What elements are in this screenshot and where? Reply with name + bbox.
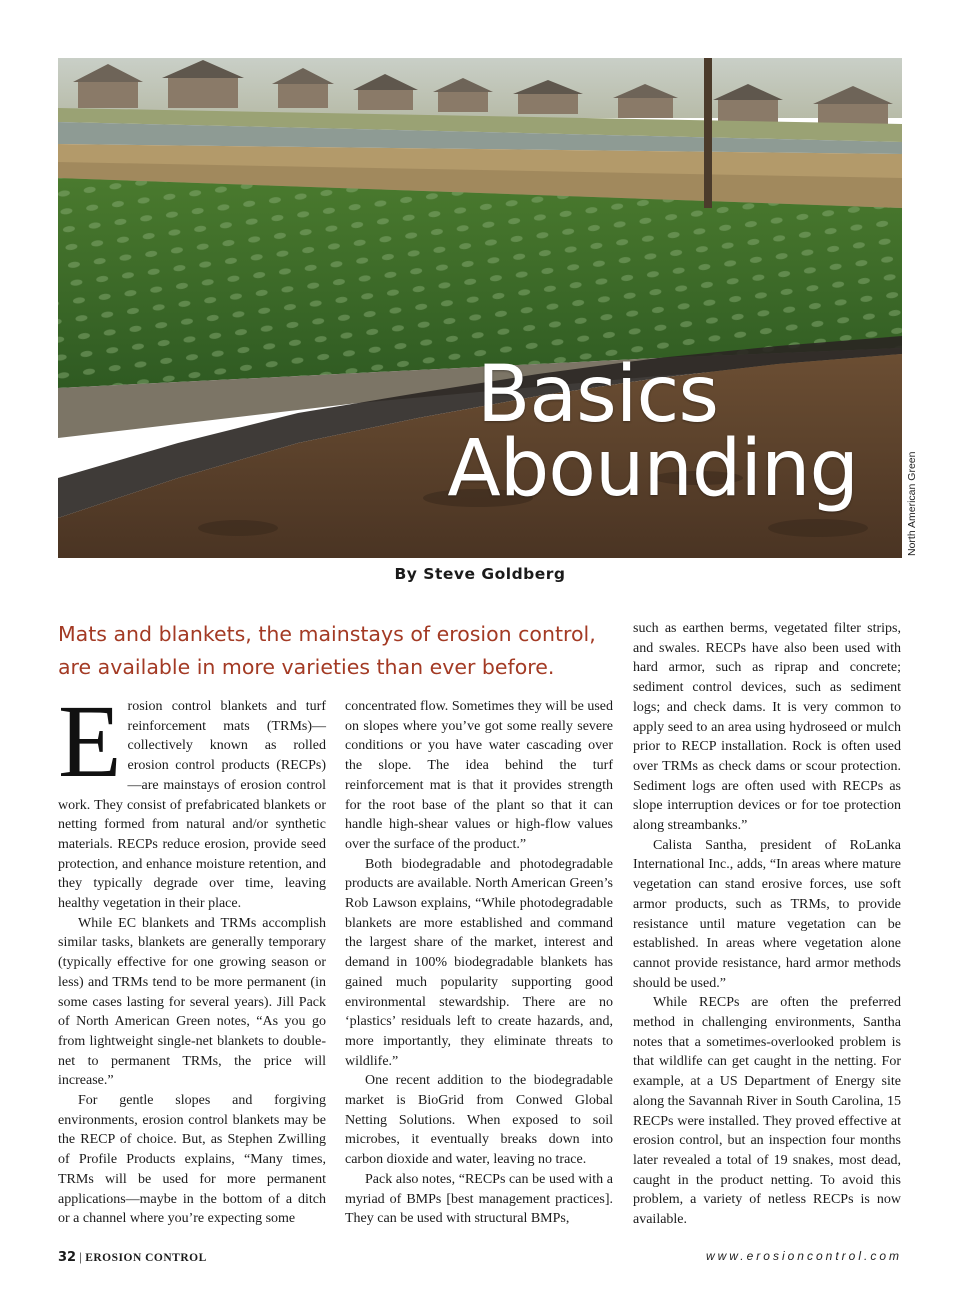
- section-name: EROSION CONTROL: [85, 1252, 207, 1264]
- website-url: www.erosioncontrol.com: [705, 1249, 902, 1263]
- column-1: [58, 684, 326, 1229]
- page-number: 32: [58, 1250, 77, 1265]
- paragraph: [58, 684, 326, 914]
- paragraph: Pack also notes, “RECPs can be used with a myriad of BMPs [best management practices]. They can be used with structural BMPs,: [345, 1171, 613, 1227]
- paragraph: While RECPs are often the preferred method in challenging environments, Santha notes that a sometimes-overlooked problem is that wildlife can get caught in the netting. For example, at a US Department of Energy site along the Savannah River in South Carolina, 15 RECPs were installed. They proved effective at erosion control, but an inspection four months later revealed a total of 19 snakes, most dead, caught in the product netting. To avoid this problem, a variety of netless RECPs is now available.: [633, 995, 901, 1228]
- paragraph: Calista Santha, president of RoLanka International Inc., adds, “In areas where mature vegetation can stand erosive forces, use soft armor products, such as TRMs, to provide resistance until mature vegetation can be established. In areas where vegetation alone cannot provide resistance, hard armor methods should be used.”: [633, 837, 901, 991]
- title-line-1: Basics: [476, 350, 718, 440]
- drop-cap: E: [58, 684, 122, 799]
- title-line-2: Abounding: [447, 424, 858, 515]
- photo-credit: North American Green: [906, 451, 918, 556]
- dek: Mats and blankets, the mainstays of erosion control, are available in more varieties than ever before.: [58, 622, 596, 679]
- paragraph-text: rosion control blankets and turf reinforcement mats (TRMs)—collectively known as rolled erosion control products (RECPs)—are mainstays of erosion control work. They consist of prefabricated blankets or netting formed from natural and/or synthetic materials. RECPs reduce erosion, provide seed protection, and enhance moisture retention, and they typically degrade over time, leaving healthy vegetation in their place.: [58, 699, 326, 912]
- paragraph: One recent addition to the biodegradable market is BioGrid from Conwed Global Netting Solutions. When exposed to soil microbes, it eventually breaks down into carbon dioxide and water, leaving no trace.: [345, 1073, 613, 1168]
- byline: By Steve Goldberg: [394, 565, 566, 583]
- column-2: [345, 697, 613, 1229]
- paragraph: such as earthen berms, vegetated filter strips, and swales. RECPs have also been used with hard armor, such as riprap and concrete; sediment control devices, such as sediment logs; and check dams. It is very common to apply seed to an area using hydroseed or mulch prior to RECP installation. Rock is often used over TRMs as check dams or scour protection. Sediment logs are often used with RECPs as slope interruption devices or for toe protection along streambanks.”: [633, 621, 901, 834]
- column-3: [633, 619, 901, 1230]
- folio-separator: |: [79, 1249, 82, 1264]
- paragraph: Both biodegradable and photodegradable products are available. North American Green’s Rob Lawson explains, “While photodegradable blankets are more established and command the largest share of the market, interest and demand in 100% biodegradable blankets has gained much popularity supporting good environmental stewardship. There are no ‘plastics’ residuals left to create hazards, and, more importantly, they eliminate threats to wildlife.”: [345, 856, 613, 1069]
- hero-photo: [58, 58, 902, 558]
- paragraph: concentrated flow. Sometimes they will be used on slopes where you’ve got some really severe conditions or you have water cascading over the slope. The idea behind the turf reinforcement mat is that it provides strength for the root base of the plant so that it can handle high-shear values or high-flow values over the surface of the product.”: [345, 699, 613, 852]
- paragraph: While EC blankets and TRMs accomplish similar tasks, blankets are generally temporary (typically effective for one growing season or less) and TRMs tend to be more permanent (in some cases lasting for several years). Jill Pack of North American Green notes, “As you go from lightweight single-net blankets to double-net to permanent TRMs, the price will increase.”: [58, 915, 326, 1089]
- article-title: [447, 350, 858, 515]
- paragraph: For gentle slopes and forgiving environments, erosion control blankets may be the RECP of choice. But, as Stephen Zwilling of Profile Products explains, “Many times, TRMs will be used for more permanent applications—maybe in the bottom of a ditch or a channel where you’re expecting some: [58, 1093, 326, 1227]
- page-folio: [58, 1249, 207, 1265]
